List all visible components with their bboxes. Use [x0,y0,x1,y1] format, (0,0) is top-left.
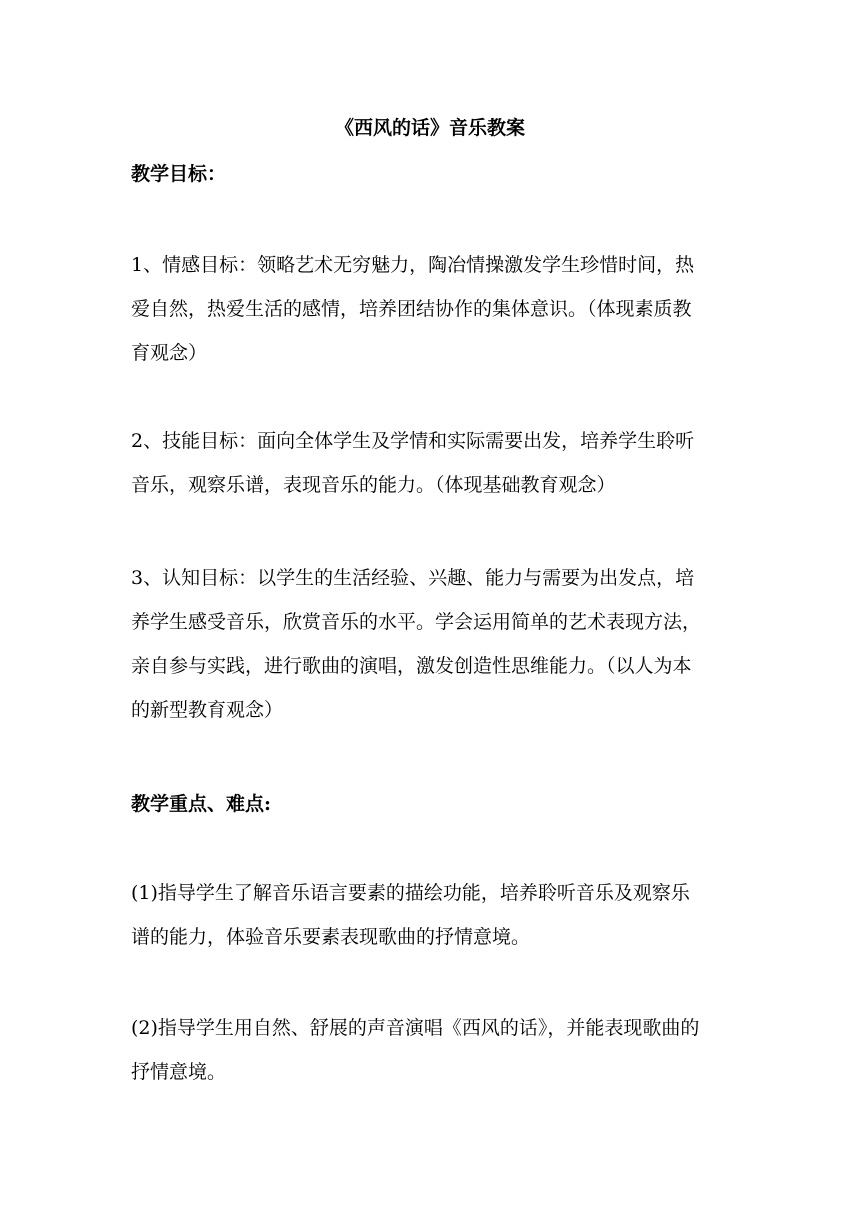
text-line: 的新型教育观念） [131,699,284,721]
goal-paragraph-2 [131,419,731,507]
text-line: (1)指导学生了解音乐语言要素的描绘功能，培养聆听音乐及观察乐 [131,882,690,904]
text-line: 养学生感受音乐，欣赏音乐的水平。学会运用简单的艺术表现方法， [131,611,702,633]
focus-paragraph-2 [131,1006,731,1094]
focus-heading: 教学重点、难点: [131,793,272,815]
text-line: 2、技能目标：面向全体学生及学情和实际需要出发，培养学生聆听 [131,430,695,452]
text-line: (2)指导学生用自然、舒展的声音演唱《西风的话》，并能表现歌曲的 [131,1017,700,1039]
text-line: 抒情意境。 [131,1061,227,1083]
text-line: 亲自参与实践，进行歌曲的演唱，激发创造性思维能力。（以人为本 [131,655,692,677]
text-line: 3、认知目标：以学生的生活经验、兴趣、能力与需要为出发点，培 [131,567,695,589]
goal-paragraph-3 [131,556,731,732]
text-line: 谱的能力，体验音乐要素表现歌曲的抒情意境。 [131,926,531,948]
text-line: 音乐，观察乐谱，表现音乐的能力。（体现基础教育观念） [131,474,616,496]
text-line: 1、情感目标：领略艺术无穷魅力，陶冶情操激发学生珍惜时间，热 [131,254,695,276]
goals-heading: 教学目标： [131,163,227,185]
text-line: 育观念） [131,342,208,364]
document-title: 《西风的话》音乐教案 [334,117,525,139]
focus-paragraph-1 [131,871,731,959]
text-line: 爱自然，热爱生活的感情，培养团结协作的集体意识。（体现素质教 [131,298,692,320]
goal-paragraph-1 [131,243,731,375]
